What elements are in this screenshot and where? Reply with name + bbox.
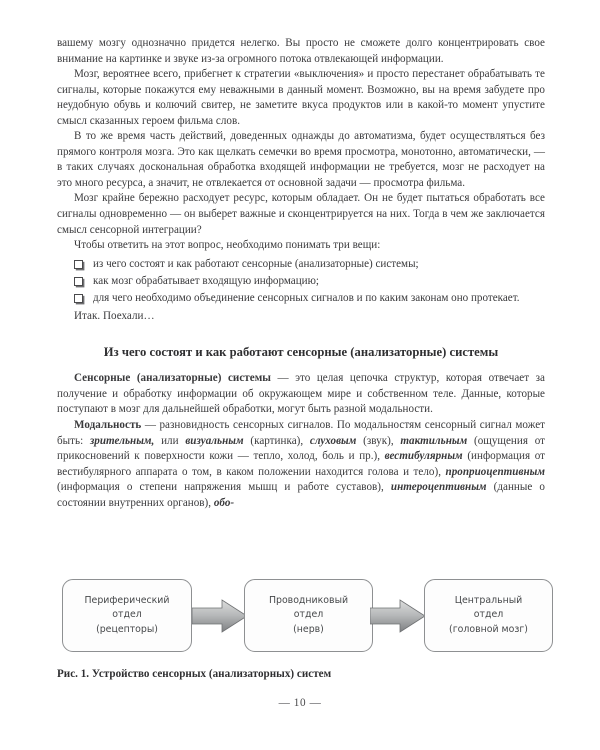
definition-2-segment-6: (информация от вестибулярного аппарата о том, в каком положении находится голова и тело), (57, 450, 545, 478)
page-number: — 10 — (278, 697, 322, 709)
emphasis-visual-1: зрительным, (89, 434, 155, 447)
emphasis-olfactory-partial: обо- (213, 496, 235, 509)
term-modality: Модальность (74, 418, 142, 431)
list-item (57, 257, 545, 273)
square-bullet-icon (74, 260, 83, 269)
square-bullet-icon (74, 294, 83, 303)
definition-2-segment-1: — разновидность сенсорных сигналов. По модальностям сенсорный сигнал может быть: (57, 418, 545, 447)
figure-caption: Рис. 1. Устройство сенсорных (анализаторных) систем (57, 668, 332, 680)
square-bullet-icon (74, 277, 83, 286)
sensory-system-diagram (0, 575, 600, 660)
emphasis-proprioceptive: проприоцептивным (445, 465, 545, 478)
definition-1-text: — это целая цепочка структур, которая отвечает за получение и обработку информации об окружающем мире и собственном теле. Данные, которые поступают в мозг для дальнейшей обработки, могут быть разной модальности. (57, 372, 545, 416)
emphasis-vestibular: вестибулярным (384, 450, 463, 463)
definition-2-segment-3: (картинка), (243, 434, 310, 447)
paragraph-2: Мозг, вероятнее всего, прибегнет к стратегии «выключения» и просто перестанет обрабатывать те сигналы, которые покажутся ему неважными в данный момент. Возможно, вы на время забудете про неудобную обувь и колючий свитер, не заметите вкуса продуктов или в какой-то момент упустите смысл сказанных героем фильма слов. (57, 68, 545, 127)
definition-2-segment-4: (звук), (356, 434, 401, 447)
paragraph-4: Мозг крайне бережно расходует ресурс, которым обладает. Он не будет пытаться обработать все сигналы одновременно — он выберет важные и сконцентрируется на них. Тогда в чем же заключается смысл сенсорной интеграции? (57, 192, 545, 236)
definition-paragraph-1 (57, 371, 545, 418)
diagram-arrow-right-icon (192, 599, 248, 633)
list-item-label: как мозг обрабатывает входящую информацию; (93, 275, 319, 288)
list-item (57, 291, 545, 307)
term-sensory-systems: Сенсорные (анализаторные) системы (74, 372, 271, 385)
figure-1 (0, 575, 600, 670)
diagram-arrow-right-icon (370, 599, 426, 633)
diagram-box-peripheral-line3: (рецепторы) (96, 623, 158, 635)
bullet-list (57, 257, 545, 307)
definition-2-segment-8: (данные о состоянии внутренних органов), (57, 481, 545, 509)
diagram-box-peripheral (62, 579, 192, 652)
definition-2-segment-5: (ощущения от прикосновений к поверхности кожи — тепло, холод, боль и пр.), (57, 434, 545, 463)
paragraph-3: В то же время часть действий, доведенных однажды до автоматизма, будет осуществляться без прямого контроля мозга. Это как щелкать семечки во время просмотра, монотонно, автоматически, — в таких случаях доскональная обработка входящей информации не требуется, мозг не расходует на это много ресурса, а значит, не отвлекается от основной задачи — просмотра фильма. (57, 130, 545, 189)
diagram-box-central-line2: отдел (473, 609, 504, 621)
emphasis-tactile: тактильным (400, 434, 468, 447)
diagram-box-conductive-line3: (нерв) (293, 623, 324, 635)
paragraph-1: вашему мозгу однозначно придется нелегко. Вы просто не сможете долго концентрировать свое внимание на картинке и звуке из-за огромного потока отвлекающей информации. (57, 37, 545, 65)
list-item-label: из чего состоят и как работают сенсорные (анализаторные) системы; (93, 258, 419, 271)
section-heading: Из чего состоят и как работают сенсорные (анализаторные) системы (103, 345, 499, 360)
diagram-box-central-line1: Центральный (454, 594, 523, 606)
diagram-box-peripheral-line2: отдел (112, 609, 142, 621)
paragraph-6: Итак. Поехали… (74, 309, 155, 322)
emphasis-auditory: слуховым (309, 434, 357, 447)
diagram-box-conductive-line1: Проводниковый (268, 594, 349, 606)
list-item (57, 274, 545, 290)
diagram-box-central (424, 579, 553, 652)
definition-2-segment-7: (информация о степени напряжения мышц и работе суставов), (57, 481, 391, 494)
diagram-box-central-line3: (головной мозг) (449, 623, 528, 635)
definition-2-segment-2: или (154, 434, 186, 447)
definition-paragraph-2 (57, 418, 545, 511)
diagram-box-conductive-line2: отдел (293, 609, 324, 621)
emphasis-visual-2: визуальным (185, 434, 244, 447)
diagram-box-peripheral-line1: Периферический (84, 594, 170, 606)
paragraph-5: Чтобы ответить на этот вопрос, необходимо понимать три вещи: (74, 239, 381, 252)
diagram-box-conductive (244, 579, 373, 652)
emphasis-interoceptive: интероцептивным (390, 481, 487, 494)
list-item-label: для чего необходимо объединение сенсорных сигналов и по каким законам оно протекает. (93, 292, 520, 305)
